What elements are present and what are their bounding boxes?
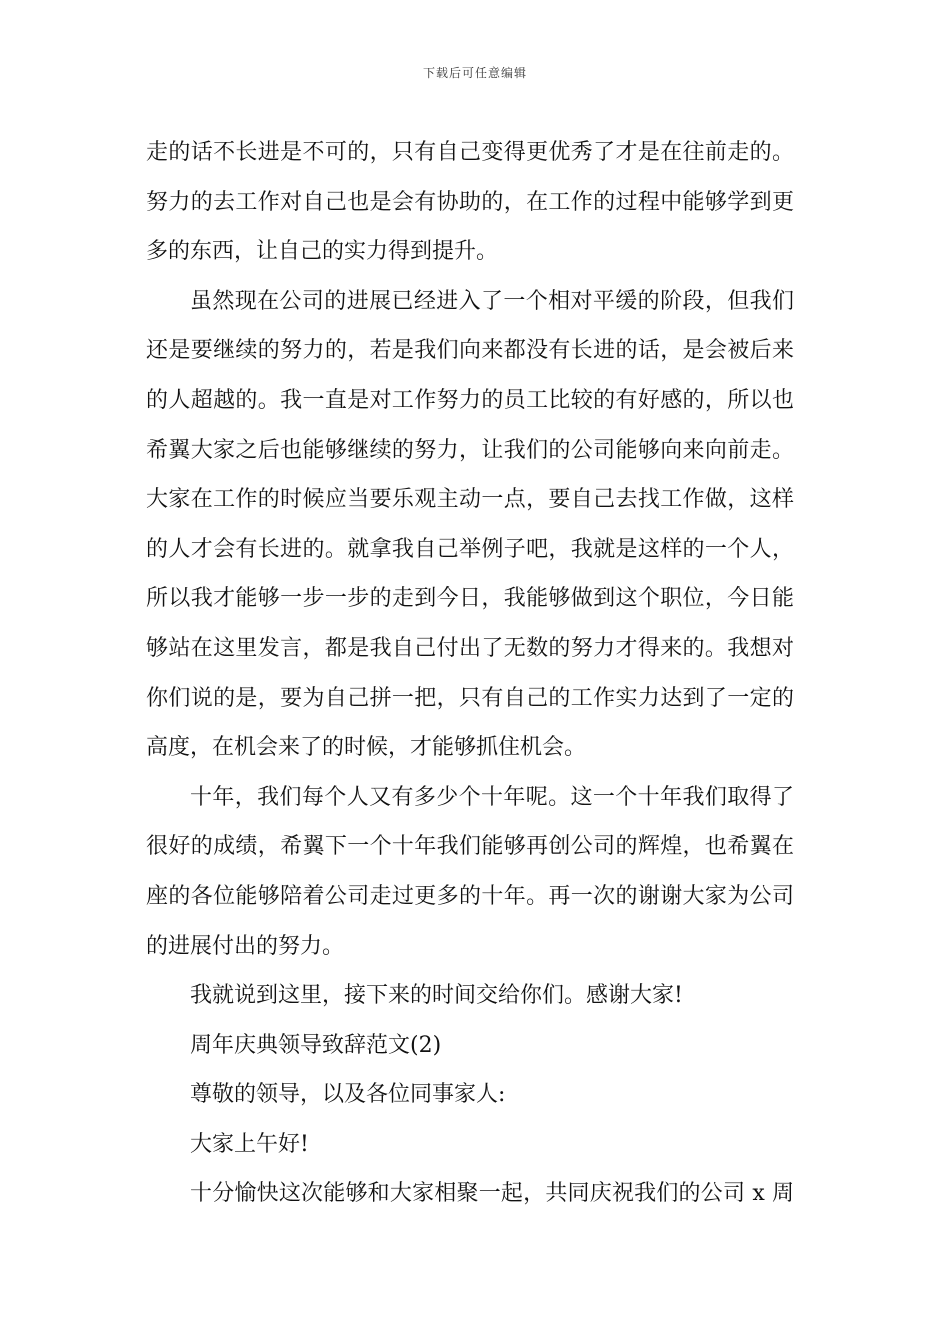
text-line: 的人超越的。我一直是对工作努力的员工比较的有好感的，所以也 [146,387,794,413]
text-line: 多的东西，让自己的实力得到提升。 [146,239,499,265]
text-line: 的人才会有长进的。就拿我自己举例子吧，我就是这样的一个人， [146,536,794,562]
text-line: 希翼大家之后也能够继续的努力，让我们的公司能够向来向前走。 [146,437,794,463]
section-heading: 周年庆典领导致辞范文(2) [190,1032,442,1058]
text-line: 还是要继续的努力的，若是我们向来都没有长进的话，是会被后来 [146,338,794,364]
text-line: 座的各位能够陪着公司走过更多的十年。再一次的谢谢大家为公司 [146,883,794,909]
text-line: 所以我才能够一步一步的走到今日，我能够做到这个职位，今日能 [146,586,794,612]
body-text [146,128,794,1219]
text-line: 努力的去工作对自己也是会有协助的，在工作的过程中能够学到更 [146,189,794,215]
text-line: 大家在工作的时候应当要乐观主动一点，要自己去找工作做，这样 [146,487,794,513]
text-line: 走的话不长进是不可的，只有自己变得更优秀了才是在往前走的。 [146,140,794,165]
text-line: 虽然现在公司的进展已经进入了一个相对平缓的阶段，但我们 [190,288,794,314]
greeting: 大家上午好! [190,1131,309,1157]
page-header: 下载后可任意编辑 [422,66,527,80]
text-line: 很好的成绩，希翼下一个十年我们能够再创公司的辉煌，也希翼在 [146,834,794,860]
text-line: 我就说到这里，接下来的时间交给你们。感谢大家! [190,983,683,1009]
text-line: 十分愉快这次能够和大家相聚一起，共同庆祝我们的公司 x 周 [190,1181,794,1207]
text-line: 的进展付出的努力。 [146,933,345,959]
text-line: 够站在这里发言，都是我自己付出了无数的努力才得来的。我想对 [146,635,794,661]
text-line: 高度，在机会来了的时候，才能够抓住机会。 [146,735,587,761]
text-line: 十年，我们每个人又有多少个十年呢。这一个十年我们取得了 [190,784,794,810]
text-line: 你们说的是，要为自己拼一把，只有自己的工作实力达到了一定的 [146,685,794,711]
salutation: 尊敬的领导，以及各位同事家人: [190,1082,506,1108]
